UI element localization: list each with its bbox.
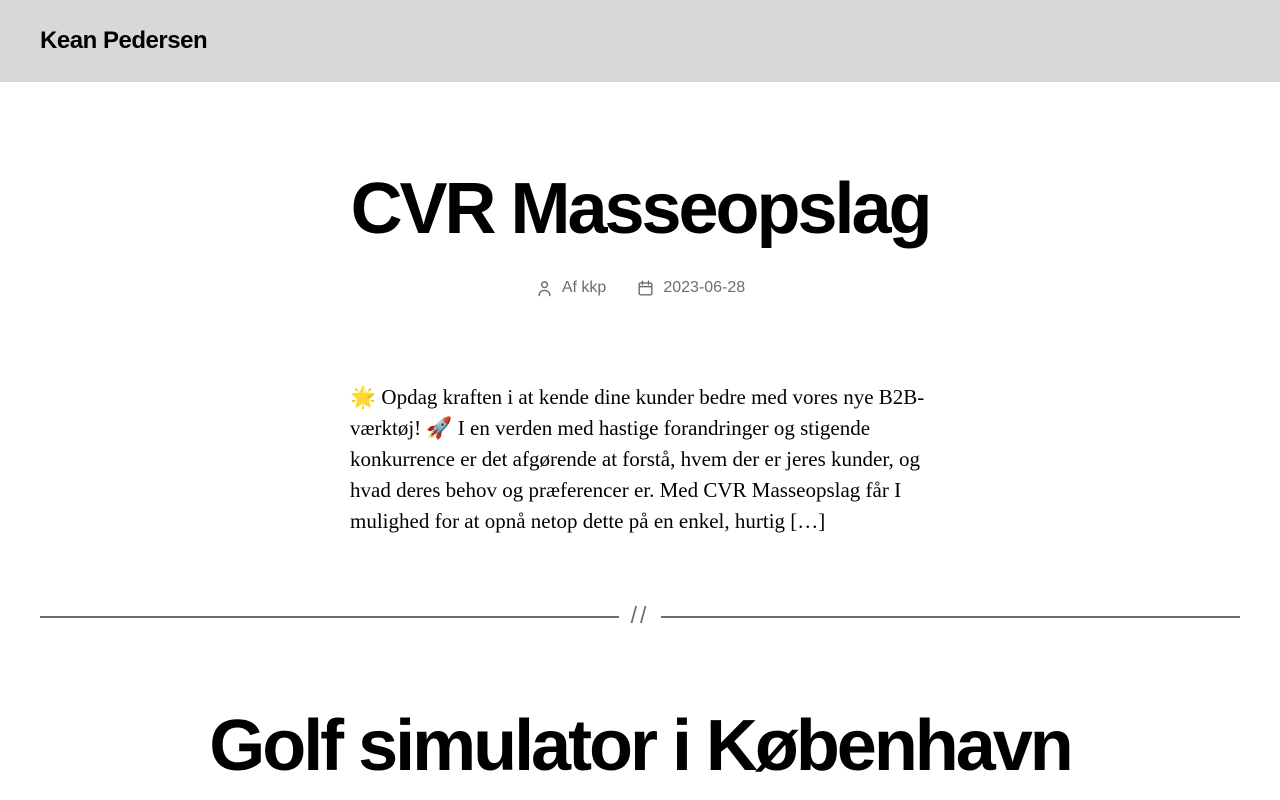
post-separator [40, 602, 1240, 629]
post-excerpt: 🌟 Opdag kraften i at kende dine kunder bedre med vores nye B2B-værktøj! 🚀 I en verden med hastige forandringer og stigende konkurrence er det afgørende at forstå, hvem der er jeres kunder, og hvad deres behov og præferencer er. Med CVR Masseopslag får I mulighed for at opnå netop dette på en enkel, hurtig […] [350, 384, 925, 533]
separator-line-left [40, 616, 619, 618]
post-date-link[interactable] [636, 279, 745, 298]
post-golf-simulator [0, 705, 1280, 788]
post-meta [0, 279, 1280, 298]
post-date-label: 2023-06-28 [663, 279, 746, 297]
post-cvr-masseopslag [0, 168, 1280, 537]
separator-slashes: // [630, 602, 650, 629]
post-title-cvr-masseopslag[interactable]: CVR Masseopslag [350, 169, 930, 249]
site-title-link[interactable]: Kean Pedersen [40, 27, 208, 54]
post-title-golf-simulator[interactable]: Golf simulator i København [209, 705, 1071, 786]
separator-line-right [661, 616, 1240, 618]
post-author-link[interactable] [535, 279, 606, 298]
post-author-label: Af kkp [561, 279, 607, 297]
posts-list [0, 168, 1280, 788]
person-icon [535, 279, 554, 298]
site-header [0, 0, 1280, 82]
calendar-icon [636, 279, 655, 298]
